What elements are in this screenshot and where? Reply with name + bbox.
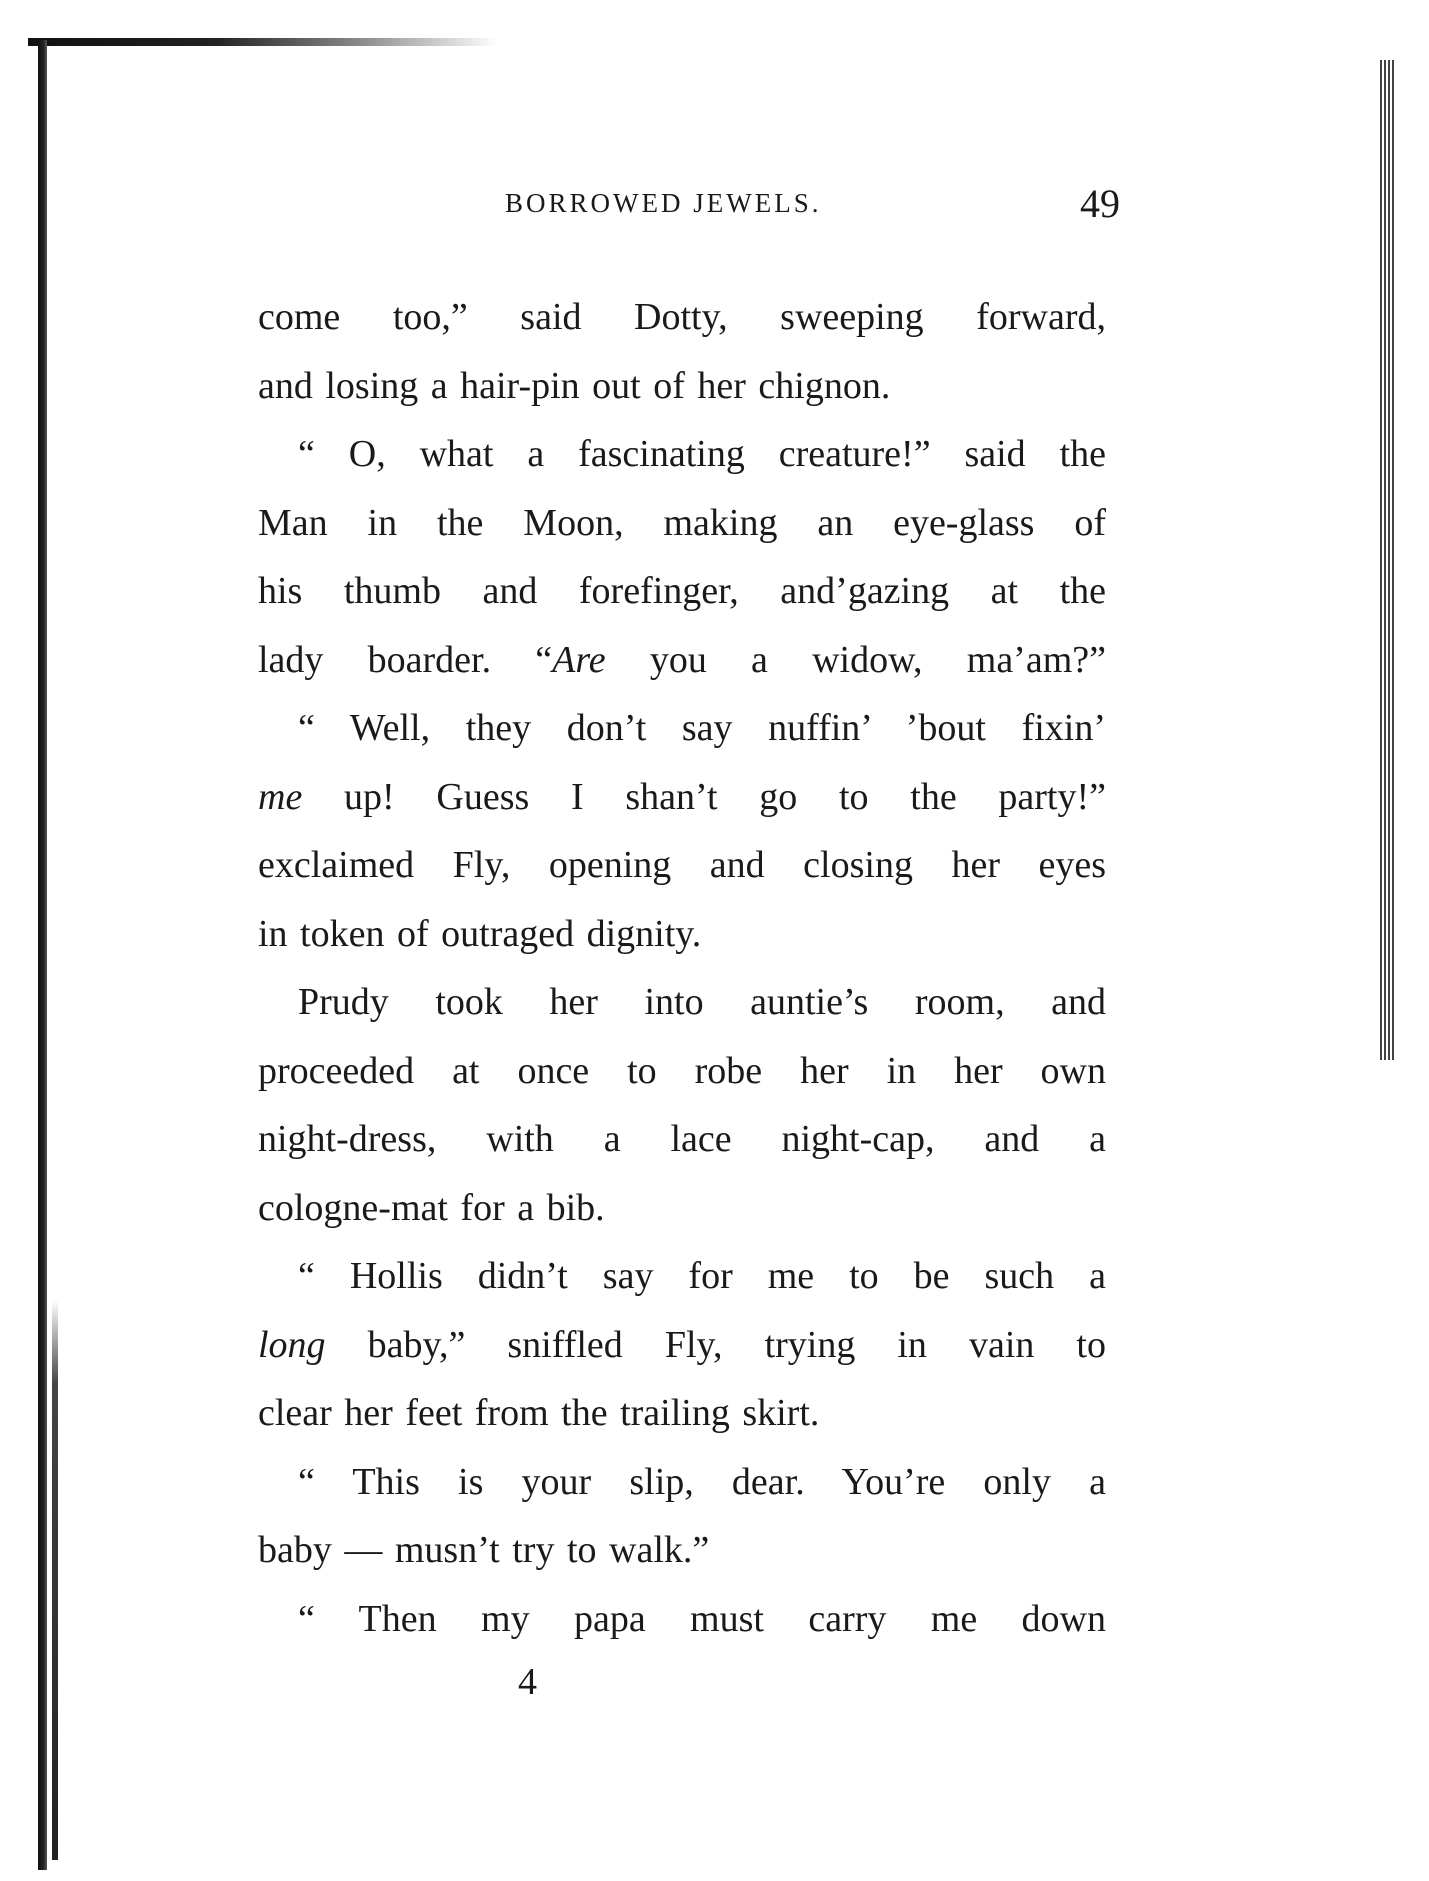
- page-number: 49: [1080, 181, 1120, 226]
- text-line: his thumb and forefinger, and’gazing at the: [258, 570, 1106, 612]
- text-line: in token of outraged dignity.: [258, 912, 702, 955]
- text-line: me up! Guess I shan’t go to the party!”: [258, 775, 1106, 818]
- scan-edge-top: [28, 38, 498, 46]
- text-line: Prudy took her into auntie’s room, and: [298, 981, 1106, 1023]
- text-line: “ Well, they don’t say nuffin’ ’bout fixin’: [298, 707, 1106, 749]
- scan-edge-left: [38, 40, 47, 1870]
- text-line: cologne-mat for a bib.: [258, 1186, 605, 1229]
- running-title: BORROWED JEWELS.: [505, 188, 822, 218]
- italic-word: Are: [552, 638, 606, 681]
- text-line: come too,” said Dotty, sweeping forward,: [258, 296, 1106, 338]
- text-line: Man in the Moon, making an eye-glass of: [258, 501, 1106, 544]
- scan-edge-right: [1380, 60, 1394, 1060]
- text-line: “ O, what a fascinating creature!” said the: [298, 433, 1106, 475]
- signature-mark: 4: [518, 1661, 537, 1703]
- text-line: lady boarder. “Are you a widow, ma’am?”: [258, 638, 1106, 681]
- text-line: clear her feet from the trailing skirt.: [258, 1392, 820, 1434]
- text-line: and losing a hair-pin out of her chignon.: [258, 364, 891, 407]
- body-text: [258, 283, 1106, 1653]
- italic-word: long: [258, 1323, 326, 1366]
- text-line: long baby,” sniffled Fly, trying in vain to: [258, 1323, 1106, 1366]
- text-line: proceeded at once to robe her in her own: [258, 1049, 1106, 1092]
- text-line: “ This is your slip, dear. You’re only a: [298, 1460, 1106, 1503]
- text-line: “ Then my papa must carry me down: [298, 1597, 1106, 1640]
- text-line: exclaimed Fly, opening and closing her eyes: [258, 844, 1106, 886]
- text-line: “ Hollis didn’t say for me to be such a: [298, 1255, 1106, 1297]
- text-line: baby — musn’t try to walk.”: [258, 1529, 710, 1571]
- text-line: night-dress, with a lace night-cap, and a: [258, 1118, 1106, 1160]
- italic-word: me: [258, 775, 303, 818]
- running-head: [255, 180, 1120, 230]
- scan-edge-left-lower: [52, 1300, 58, 1860]
